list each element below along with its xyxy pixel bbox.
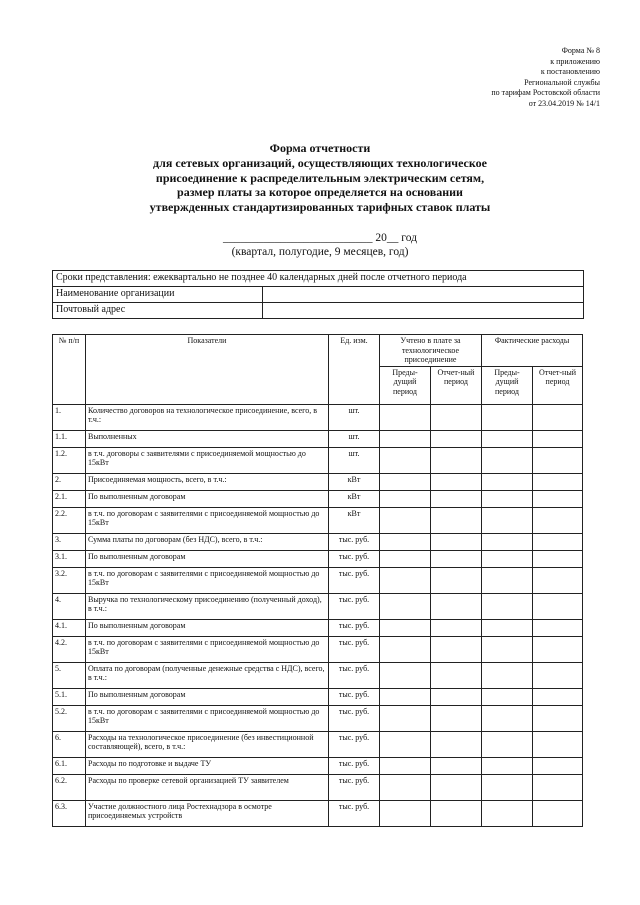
subheader-prev: Преды-дущий период (380, 366, 431, 404)
cell-actual-prev[interactable] (482, 705, 533, 731)
title-line: присоединение к распределительным электрическим сетям, (155, 170, 485, 185)
org-name-row (53, 287, 584, 303)
header-unit: Ед. изм. (329, 335, 380, 405)
row-number: 6.1. (53, 757, 86, 774)
cell-accounted-report[interactable] (431, 705, 482, 731)
cell-actual-report[interactable] (533, 550, 583, 567)
table-row (53, 593, 583, 619)
cell-actual-report[interactable] (533, 705, 583, 731)
row-number: 2.2. (53, 507, 86, 533)
cell-actual-report[interactable] (533, 533, 583, 550)
cell-accounted-report[interactable] (431, 550, 482, 567)
cell-accounted-prev[interactable] (380, 774, 431, 800)
row-indicator: Расходы по подготовке и выдаче ТУ (86, 757, 329, 774)
row-number: 5. (53, 662, 86, 688)
row-indicator: Расходы по проверке сетевой организацией ТУ заявителем (86, 774, 329, 800)
cell-accounted-prev[interactable] (380, 662, 431, 688)
period-caption: (квартал, полугодие, 9 месяцев, год) (231, 246, 409, 258)
header-indicator: Показатели (86, 335, 329, 405)
row-unit: кВт (329, 490, 380, 507)
cell-accounted-report[interactable] (431, 430, 482, 447)
row-indicator: в т.ч. по договорам с заявителями с присоединяемой мощностью до 15кВт (86, 567, 329, 593)
cell-accounted-report[interactable] (431, 593, 482, 619)
table-row (53, 800, 583, 826)
row-number: 6.2. (53, 774, 86, 800)
row-indicator: По выполненным договорам (86, 550, 329, 567)
row-indicator: в т.ч. по договорам с заявителями с присоединяемой мощностью до 15кВт (86, 636, 329, 662)
row-unit: тыс. руб. (329, 774, 380, 800)
row-unit: шт. (329, 430, 380, 447)
row-number: 6.3. (53, 800, 86, 826)
subheader-prev: Преды-дущий период (482, 366, 533, 404)
table-row (53, 567, 583, 593)
cell-accounted-prev[interactable] (380, 533, 431, 550)
cell-accounted-report[interactable] (431, 636, 482, 662)
cell-accounted-prev[interactable] (380, 619, 431, 636)
subheader-report: Отчет-ный период (533, 366, 583, 404)
cell-actual-prev[interactable] (482, 757, 533, 774)
row-indicator: По выполненным договорам (86, 688, 329, 705)
row-indicator: По выполненным договорам (86, 619, 329, 636)
cell-actual-prev[interactable] (482, 800, 533, 826)
period-line: __________________________ 20__ год (223, 232, 417, 244)
row-unit: тыс. руб. (329, 567, 380, 593)
row-unit: тыс. руб. (329, 705, 380, 731)
cell-accounted-prev[interactable] (380, 757, 431, 774)
cell-accounted-prev[interactable] (380, 636, 431, 662)
cell-accounted-report[interactable] (431, 731, 482, 757)
cell-actual-report[interactable] (533, 473, 583, 490)
form-title (40, 141, 600, 215)
appendix-reference (491, 46, 600, 110)
table-row (53, 507, 583, 533)
title-line: утвержденных стандартизированных тарифных ставок платы (149, 200, 491, 215)
cell-accounted-report[interactable] (431, 757, 482, 774)
table-row (53, 757, 583, 774)
cell-actual-prev[interactable] (482, 619, 533, 636)
cell-actual-prev[interactable] (482, 507, 533, 533)
cell-actual-report[interactable] (533, 636, 583, 662)
row-indicator: Присоединяемая мощность, всего, в т.ч.: (86, 473, 329, 490)
row-unit: тыс. руб. (329, 688, 380, 705)
row-indicator: Участие должностного лица Ростехнадзора в осмотре присоединяемых устройств (86, 800, 329, 826)
row-number: 3. (53, 533, 86, 550)
cell-accounted-prev[interactable] (380, 507, 431, 533)
cell-actual-report[interactable] (533, 490, 583, 507)
cell-accounted-report[interactable] (431, 567, 482, 593)
row-number: 1.1. (53, 430, 86, 447)
row-indicator: в т.ч. по договорам с заявителями с присоединяемой мощностью до 15кВт (86, 507, 329, 533)
cell-accounted-prev[interactable] (380, 731, 431, 757)
deadline-row (53, 271, 584, 287)
row-indicator: Расходы на технологическое присоединение (без инвестиционной составляющей), всего, в т.ч.: (86, 731, 329, 757)
row-number: 4.2. (53, 636, 86, 662)
cell-actual-prev[interactable] (482, 473, 533, 490)
deadline-text: Сроки представления: ежеквартально не позднее 40 календарных дней после отчетного периода (53, 271, 584, 287)
cell-actual-prev[interactable] (482, 567, 533, 593)
row-indicator: Количество договоров на технологическое присоединение, всего, в т.ч.: (86, 404, 329, 430)
cell-accounted-prev[interactable] (380, 800, 431, 826)
cell-actual-prev[interactable] (482, 662, 533, 688)
cell-actual-prev[interactable] (482, 533, 533, 550)
cell-actual-report[interactable] (533, 774, 583, 800)
cell-actual-report[interactable] (533, 404, 583, 430)
cell-accounted-report[interactable] (431, 404, 482, 430)
table-row (53, 619, 583, 636)
row-number: 3.2. (53, 567, 86, 593)
row-number: 1.2. (53, 447, 86, 473)
row-unit: шт. (329, 447, 380, 473)
cell-accounted-prev[interactable] (380, 447, 431, 473)
org-name-label: Наименование организации (53, 287, 263, 303)
appendix-line: Форма № 8 (561, 46, 600, 55)
cell-actual-prev[interactable] (482, 404, 533, 430)
row-number: 6. (53, 731, 86, 757)
row-number: 3.1. (53, 550, 86, 567)
table-row (53, 490, 583, 507)
cell-actual-prev[interactable] (482, 731, 533, 757)
table-row (53, 533, 583, 550)
cell-actual-prev[interactable] (482, 490, 533, 507)
cell-actual-prev[interactable] (482, 430, 533, 447)
row-number: 4.1. (53, 619, 86, 636)
row-indicator: По выполненным договорам (86, 490, 329, 507)
row-unit: тыс. руб. (329, 593, 380, 619)
row-indicator: Оплата по договорам (полученные денежные средства с НДС), всего, в т.ч.: (86, 662, 329, 688)
cell-accounted-prev[interactable] (380, 688, 431, 705)
cell-accounted-report[interactable] (431, 688, 482, 705)
cell-actual-report[interactable] (533, 731, 583, 757)
appendix-line: к постановлению (540, 67, 600, 77)
subheader-report: Отчет-ный период (431, 366, 482, 404)
table-row (53, 636, 583, 662)
appendix-line: от 23.04.2019 № 14/1 (528, 98, 600, 108)
header-accounted: Учтено в плате за технологическое присоединение (380, 335, 482, 367)
cell-accounted-prev[interactable] (380, 473, 431, 490)
cell-actual-report[interactable] (533, 430, 583, 447)
row-unit: кВт (329, 507, 380, 533)
organization-info-table (52, 270, 584, 319)
row-indicator: Выполненных (86, 430, 329, 447)
row-number: 4. (53, 593, 86, 619)
cell-actual-prev[interactable] (482, 688, 533, 705)
address-label: Почтовый адрес (53, 303, 263, 319)
row-unit: тыс. руб. (329, 662, 380, 688)
table-row (53, 550, 583, 567)
appendix-line: по тарифам Ростовской области (491, 88, 600, 98)
cell-accounted-prev[interactable] (380, 567, 431, 593)
cell-actual-prev[interactable] (482, 447, 533, 473)
table-row (53, 447, 583, 473)
cell-accounted-report[interactable] (431, 774, 482, 800)
title-line: для сетевых организаций, осуществляющих технологическое (153, 155, 487, 170)
cell-accounted-report[interactable] (431, 533, 482, 550)
cell-accounted-report[interactable] (431, 447, 482, 473)
table-row (53, 473, 583, 490)
table-row (53, 731, 583, 757)
header-actual: Фактические расходы (482, 335, 583, 367)
cell-accounted-prev[interactable] (380, 593, 431, 619)
org-name-field[interactable] (263, 287, 584, 303)
cell-accounted-report[interactable] (431, 490, 482, 507)
title-line: размер платы за которое определяется на основании (177, 185, 463, 200)
cell-accounted-report[interactable] (431, 507, 482, 533)
row-indicator: Выручка по технологическому присоединению (полученный доход), в т.ч.: (86, 593, 329, 619)
cell-actual-report[interactable] (533, 567, 583, 593)
row-number: 2.1. (53, 490, 86, 507)
row-unit: кВт (329, 473, 380, 490)
header-num: № п/п (53, 335, 86, 405)
row-number: 5.1. (53, 688, 86, 705)
report-table (52, 334, 583, 827)
row-indicator: Сумма платы по договорам (без НДС), всего, в т.ч.: (86, 533, 329, 550)
header-row (53, 335, 583, 367)
table-row (53, 404, 583, 430)
cell-accounted-prev[interactable] (380, 490, 431, 507)
cell-accounted-prev[interactable] (380, 404, 431, 430)
cell-actual-prev[interactable] (482, 593, 533, 619)
table-row (53, 662, 583, 688)
row-unit: тыс. руб. (329, 619, 380, 636)
table-row (53, 688, 583, 705)
address-field[interactable] (263, 303, 584, 319)
cell-accounted-report[interactable] (431, 800, 482, 826)
cell-actual-report[interactable] (533, 800, 583, 826)
cell-actual-report[interactable] (533, 688, 583, 705)
row-number: 2. (53, 473, 86, 490)
row-number: 5.2. (53, 705, 86, 731)
cell-accounted-report[interactable] (431, 473, 482, 490)
row-number: 1. (53, 404, 86, 430)
title-line: Форма отчетности (269, 141, 371, 155)
table-row (53, 705, 583, 731)
row-unit: тыс. руб. (329, 800, 380, 826)
cell-actual-report[interactable] (533, 619, 583, 636)
cell-accounted-prev[interactable] (380, 550, 431, 567)
row-unit: тыс. руб. (329, 636, 380, 662)
appendix-line: Региональной службы (524, 77, 600, 87)
cell-actual-report[interactable] (533, 593, 583, 619)
cell-actual-report[interactable] (533, 507, 583, 533)
cell-accounted-prev[interactable] (380, 430, 431, 447)
cell-actual-report[interactable] (533, 447, 583, 473)
cell-actual-prev[interactable] (482, 550, 533, 567)
cell-accounted-prev[interactable] (380, 705, 431, 731)
row-unit: тыс. руб. (329, 731, 380, 757)
appendix-line: к приложению (550, 56, 600, 66)
row-indicator: в т.ч. по договорам с заявителями с присоединяемой мощностью до 15кВт (86, 705, 329, 731)
row-unit: тыс. руб. (329, 757, 380, 774)
table-row (53, 430, 583, 447)
cell-actual-report[interactable] (533, 662, 583, 688)
row-unit: шт. (329, 404, 380, 430)
row-indicator: в т.ч. договоры с заявителями с присоединяемой мощностью до 15кВт (86, 447, 329, 473)
row-unit: тыс. руб. (329, 533, 380, 550)
cell-actual-report[interactable] (533, 757, 583, 774)
reporting-period (0, 231, 640, 259)
cell-actual-prev[interactable] (482, 636, 533, 662)
address-row (53, 303, 584, 319)
table-row (53, 774, 583, 800)
cell-accounted-report[interactable] (431, 619, 482, 636)
row-unit: тыс. руб. (329, 550, 380, 567)
cell-actual-prev[interactable] (482, 774, 533, 800)
cell-accounted-report[interactable] (431, 662, 482, 688)
